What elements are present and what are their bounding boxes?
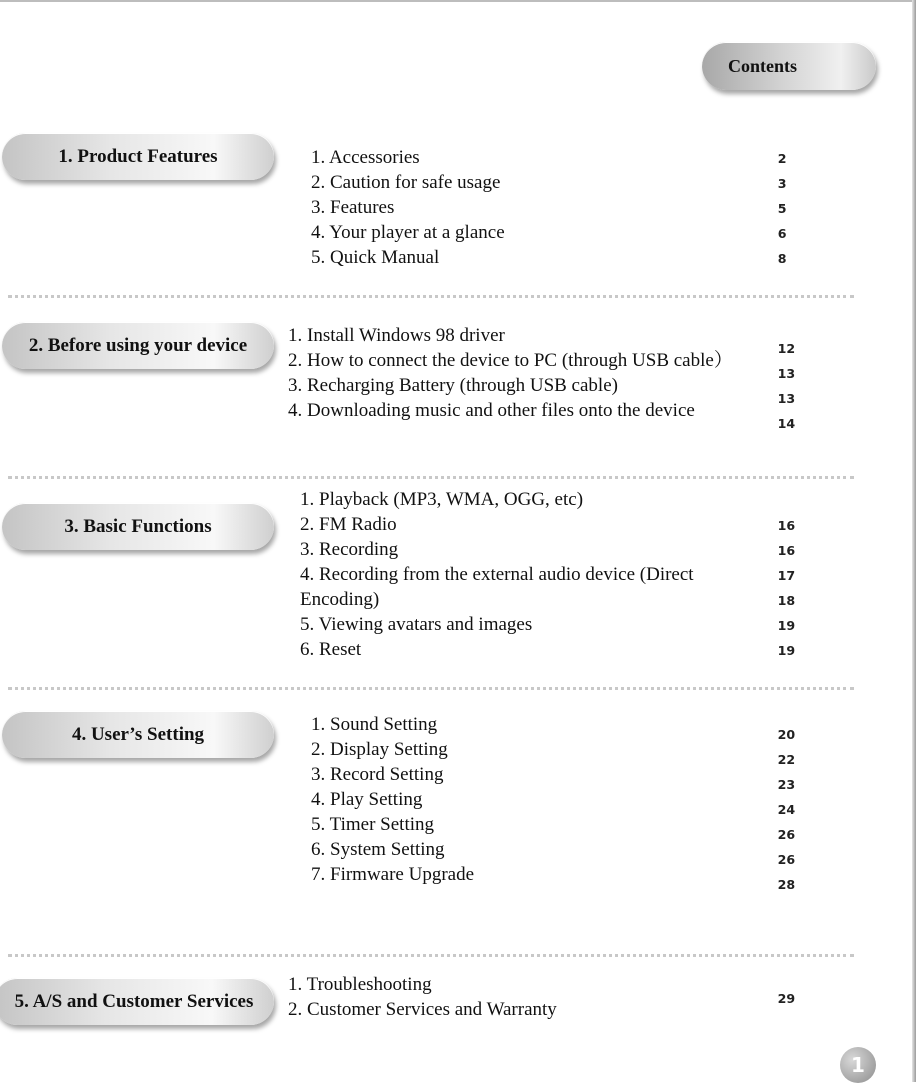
section-4-items bbox=[311, 712, 474, 887]
section-2-header[interactable] bbox=[2, 322, 274, 369]
section-3-pages bbox=[778, 514, 795, 664]
toc-item[interactable]: 4. Recording from the external audio device (Direct Encoding) bbox=[300, 564, 694, 610]
page-number: 17 bbox=[777, 569, 796, 583]
page-number: 26 bbox=[777, 853, 796, 867]
section-1-pages bbox=[778, 147, 786, 272]
section-2-pages bbox=[778, 337, 795, 437]
page-number: 23 bbox=[777, 778, 796, 792]
section-4-header[interactable] bbox=[2, 711, 274, 758]
section-3-items bbox=[300, 487, 760, 662]
top-border bbox=[0, 0, 916, 2]
section-2-label: 2. Before using your device bbox=[28, 334, 248, 356]
page-number: 3 bbox=[777, 177, 787, 191]
page-number: 16 bbox=[777, 544, 796, 558]
toc-item[interactable]: 1. Troubleshooting bbox=[288, 974, 432, 995]
toc-item[interactable]: 3. Recharging Battery (through USB cable) bbox=[288, 375, 618, 396]
page-number: 28 bbox=[777, 878, 796, 892]
toc-item[interactable]: 6. System Setting bbox=[311, 839, 445, 860]
page-number-label: 1 bbox=[851, 1053, 865, 1077]
page-number: 2 bbox=[777, 152, 787, 166]
section-5-items bbox=[288, 972, 557, 1022]
section-3-header[interactable] bbox=[2, 503, 274, 550]
page-number: 12 bbox=[777, 342, 796, 356]
section-1-label: 1. Product Features bbox=[58, 145, 218, 167]
page-number: 14 bbox=[777, 417, 796, 431]
page-number: 20 bbox=[777, 728, 796, 742]
page-number: 19 bbox=[777, 619, 796, 633]
toc-item[interactable]: 2. Caution for safe usage bbox=[311, 172, 501, 193]
page-number: 18 bbox=[777, 594, 796, 608]
section-divider bbox=[8, 687, 854, 690]
section-divider bbox=[8, 954, 854, 957]
page-number: 6 bbox=[777, 227, 787, 241]
page-number: 24 bbox=[777, 803, 796, 817]
toc-item[interactable]: 6. Reset bbox=[300, 639, 362, 660]
section-4-pages bbox=[778, 723, 795, 898]
section-2-items bbox=[288, 323, 733, 423]
page-number: 26 bbox=[777, 828, 796, 842]
toc-item[interactable]: 4. Downloading music and other files onto the device bbox=[288, 400, 695, 421]
toc-item[interactable]: 5. Timer Setting bbox=[311, 814, 434, 835]
contents-title-label: Contents bbox=[728, 55, 798, 76]
contents-title bbox=[702, 42, 876, 90]
section-4-label: 4. User’s Setting bbox=[71, 723, 205, 745]
toc-item[interactable]: 1. Playback (MP3, WMA, OGG, etc) bbox=[300, 489, 584, 510]
section-5-pages bbox=[778, 987, 795, 1012]
page-number: 29 bbox=[777, 992, 796, 1006]
toc-item[interactable]: 5. Viewing avatars and images bbox=[300, 614, 533, 635]
section-divider bbox=[8, 295, 854, 298]
toc-item[interactable]: 2. How to connect the device to PC (through USB cable） bbox=[288, 350, 733, 371]
toc-item[interactable]: 2. Display Setting bbox=[311, 739, 448, 760]
page-number-badge bbox=[840, 1047, 876, 1083]
toc-item[interactable]: 1. Install Windows 98 driver bbox=[288, 325, 505, 346]
page-number: 13 bbox=[777, 367, 796, 381]
page-number: 8 bbox=[777, 252, 787, 266]
toc-item[interactable]: 4. Your player at a glance bbox=[311, 222, 505, 243]
toc-item[interactable]: 1. Sound Setting bbox=[311, 714, 438, 735]
toc-item[interactable]: 2. Customer Services and Warranty bbox=[288, 999, 557, 1020]
section-1-items bbox=[311, 145, 505, 270]
toc-item[interactable]: 3. Features bbox=[311, 197, 395, 218]
page-number: 13 bbox=[777, 392, 796, 406]
page-number: 16 bbox=[777, 519, 796, 533]
right-border bbox=[912, 0, 916, 1082]
toc-item[interactable]: 7. Firmware Upgrade bbox=[311, 864, 475, 885]
toc-item[interactable]: 4. Play Setting bbox=[311, 789, 423, 810]
toc-item[interactable]: 5. Quick Manual bbox=[311, 247, 440, 268]
section-5-label: 5. A/S and Customer Services bbox=[14, 990, 254, 1012]
toc-item[interactable]: 3. Recording bbox=[300, 539, 399, 560]
toc-item[interactable]: 1. Accessories bbox=[311, 147, 420, 168]
section-1-header[interactable] bbox=[2, 133, 274, 180]
section-divider bbox=[8, 476, 854, 479]
section-5-header[interactable] bbox=[0, 978, 274, 1025]
page-number: 22 bbox=[777, 753, 796, 767]
section-3-label: 3. Basic Functions bbox=[64, 515, 212, 537]
toc-item[interactable]: 3. Record Setting bbox=[311, 764, 444, 785]
page-number: 5 bbox=[777, 202, 787, 216]
page-number: 19 bbox=[777, 644, 796, 658]
toc-item[interactable]: 2. FM Radio bbox=[300, 514, 397, 535]
